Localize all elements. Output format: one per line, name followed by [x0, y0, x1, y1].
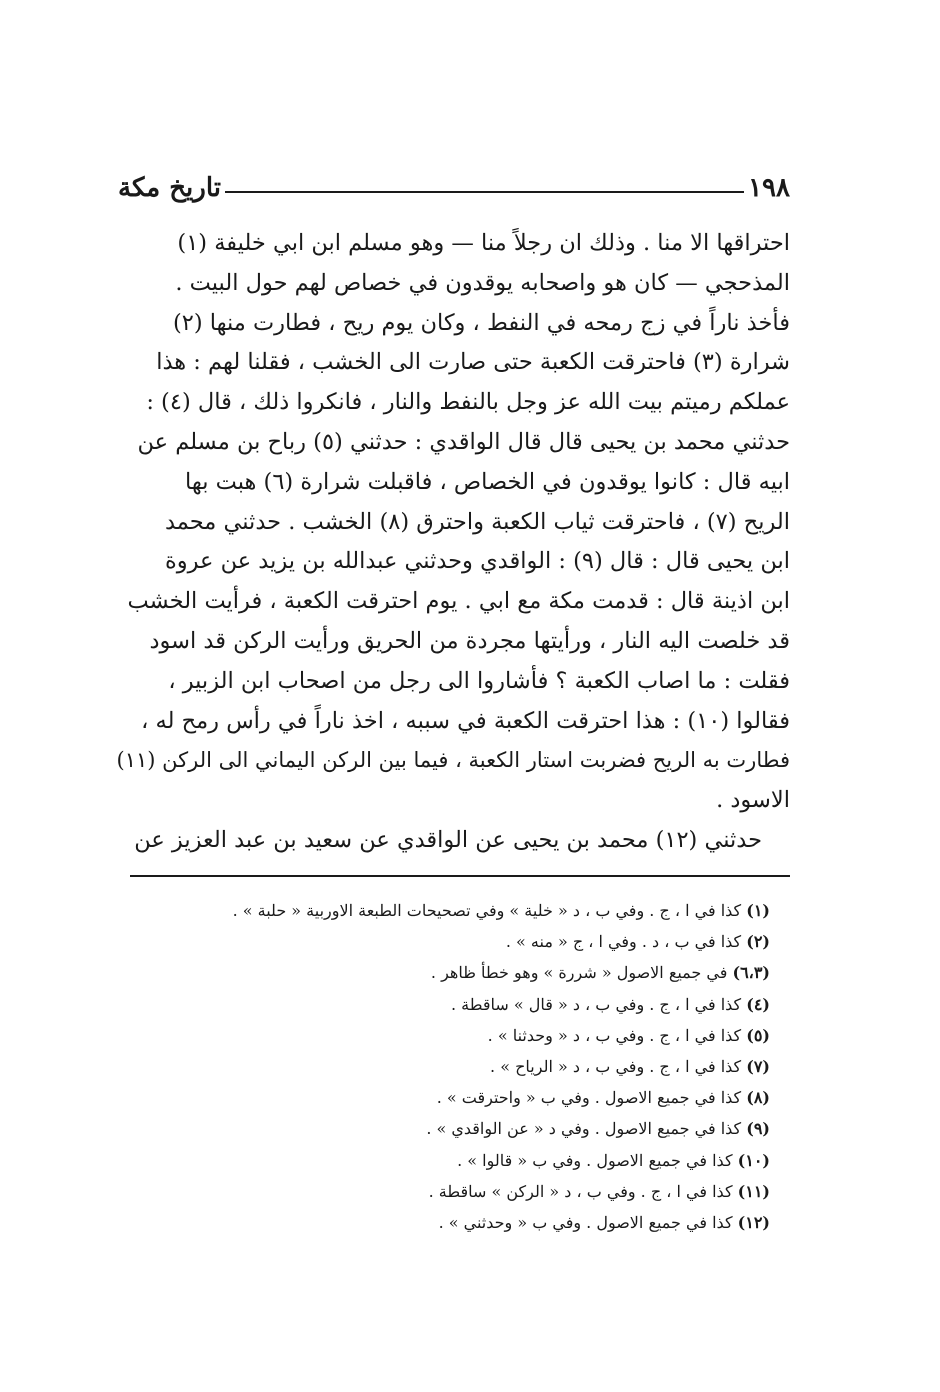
- footnote-text: كذا في ا ، ج . وفي ب ، د « الركن » ساقطة .: [428, 1181, 733, 1201]
- footnote: [130, 1207, 770, 1238]
- footnote: [130, 1113, 770, 1144]
- footnote-number: (٢): [746, 932, 770, 952]
- text-line: احتراقها الا منا . وذلك ان رجلاً منا — وهو مسلم ابن ابي خليفة (١): [177, 230, 790, 256]
- footnote-rule: [130, 875, 790, 877]
- footnote-number: (٥): [746, 1025, 770, 1045]
- footnote-number: (٨): [746, 1088, 770, 1108]
- footnote-number: (١): [746, 901, 770, 920]
- text-line: حدثني (١٢) محمد بن يحيى عن الواقدي عن سعيد بن عبد العزيز عن: [134, 826, 762, 853]
- running-header: [118, 168, 790, 208]
- main-text: [118, 224, 790, 861]
- text-line: فأخذ ناراً في زج رمحه في النفط ، وكان يوم ريح ، فطارت منها (٢): [172, 309, 790, 336]
- footnote-number: (١١): [737, 1181, 770, 1201]
- footnote-text: كذا في ا ، ج . وفي ب ، د « خلية » وفي تصحيحات الطبعة الاوربية « حلبة » .: [232, 901, 742, 920]
- page-number: ١٩٨: [748, 173, 790, 203]
- footnote: [130, 989, 770, 1020]
- text-line: شرارة (٣) فاحترقت الكعبة حتى صارت الى الخشب ، فقلنا لهم : هذا: [156, 349, 790, 376]
- text-line: ابيه قال : كانوا يوقدون في الخصاص ، فاقبلت شرارة (٦) هبت بها: [184, 468, 790, 495]
- text-line: ابن اذينة قال : قدمت مكة مع ابي . يوم احترقت الكعبة ، فرأيت الخشب: [127, 588, 790, 615]
- footnote-number: (٦،٣): [732, 963, 770, 983]
- footnote-text: في جميع الاصول « شررة » وهو خطأ ظاهر .: [430, 963, 728, 983]
- footnote-number: (٧): [746, 1056, 770, 1076]
- text-line: فقلت : ما اصاب الكعبة ؟ فأشاروا الى رجل من اصحاب ابن الزبير ،: [168, 667, 790, 694]
- footnote: [130, 1176, 770, 1207]
- footnote-text: كذا في جميع الاصول . وفي ب « واحترقت » .: [436, 1088, 742, 1108]
- footnote-number: (٤): [746, 994, 770, 1014]
- footnote-text: كذا في ب ، د . وفي ا ، ج « منه » .: [505, 932, 742, 952]
- footnote-text: كذا في جميع الاصول . وفي ب « وحدثني » .: [438, 1212, 733, 1232]
- footnote-number: (١٠): [737, 1150, 770, 1170]
- text-line: الاسود .: [716, 787, 790, 814]
- text-line: عملكم رميتم بيت الله عز وجل بالنفط والنار ، فانكروا ذلك ، قال (٤) :: [146, 389, 790, 416]
- text-line: الريح (٧) ، فاحترقت ثياب الكعبة واحترق (٨) الخشب . حدثني محمد: [164, 508, 790, 535]
- text-line: فطارت به الريح فضربت استار الكعبة ، فيما بين الركن اليماني الى الركن (١١): [116, 748, 790, 773]
- footnote: [130, 926, 770, 957]
- text-line: قد خلصت اليه النار ، ورأيتها مجردة من الحريق ورأيت الركن قد اسود: [149, 627, 790, 654]
- footnote-text: كذا في جميع الاصول . وفي د « عن الواقدي » .: [426, 1119, 742, 1139]
- footnote: [130, 895, 770, 926]
- footnotes: [130, 895, 770, 1238]
- footnote: [130, 1082, 770, 1113]
- text-line: حدثني محمد بن يحيى قال قال الواقدي : حدثني (٥) رباح بن مسلم عن: [137, 428, 790, 455]
- footnote: [130, 1020, 770, 1051]
- footnote: [130, 957, 770, 988]
- footnote-number: (٩): [746, 1119, 770, 1139]
- footnote: [130, 1145, 770, 1176]
- footnote: [130, 1051, 770, 1082]
- footnote-text: كذا في ا ، ج . وفي ب ، د « قال » ساقطة .: [450, 994, 742, 1014]
- footnote-text: كذا في ا ، ج . وفي ب ، د « وحدثنا » .: [487, 1025, 742, 1045]
- footnote-number: (١٢): [737, 1212, 770, 1232]
- footnote-text: كذا في ا ، ج . وفي ب ، د « الرياح » .: [490, 1056, 742, 1076]
- header-rule: [225, 191, 744, 193]
- book-title: تاريخ مكة: [118, 173, 222, 203]
- footnote-text: كذا في جميع الاصول . وفي ب « قالوا » .: [457, 1150, 733, 1170]
- text-line: فقالوا (١٠) : هذا احترقت الكعبة في سببه ، اخذ ناراً في رأس رمح له ،: [141, 707, 790, 734]
- text-line: المذحجي — كان هو واصحابه يوقدون في خصاص لهم حول البيت .: [175, 269, 790, 296]
- text-line: ابن يحيى قال : قال (٩) : الواقدي وحدثني عبدالله بن يزيد عن عروة: [164, 548, 790, 575]
